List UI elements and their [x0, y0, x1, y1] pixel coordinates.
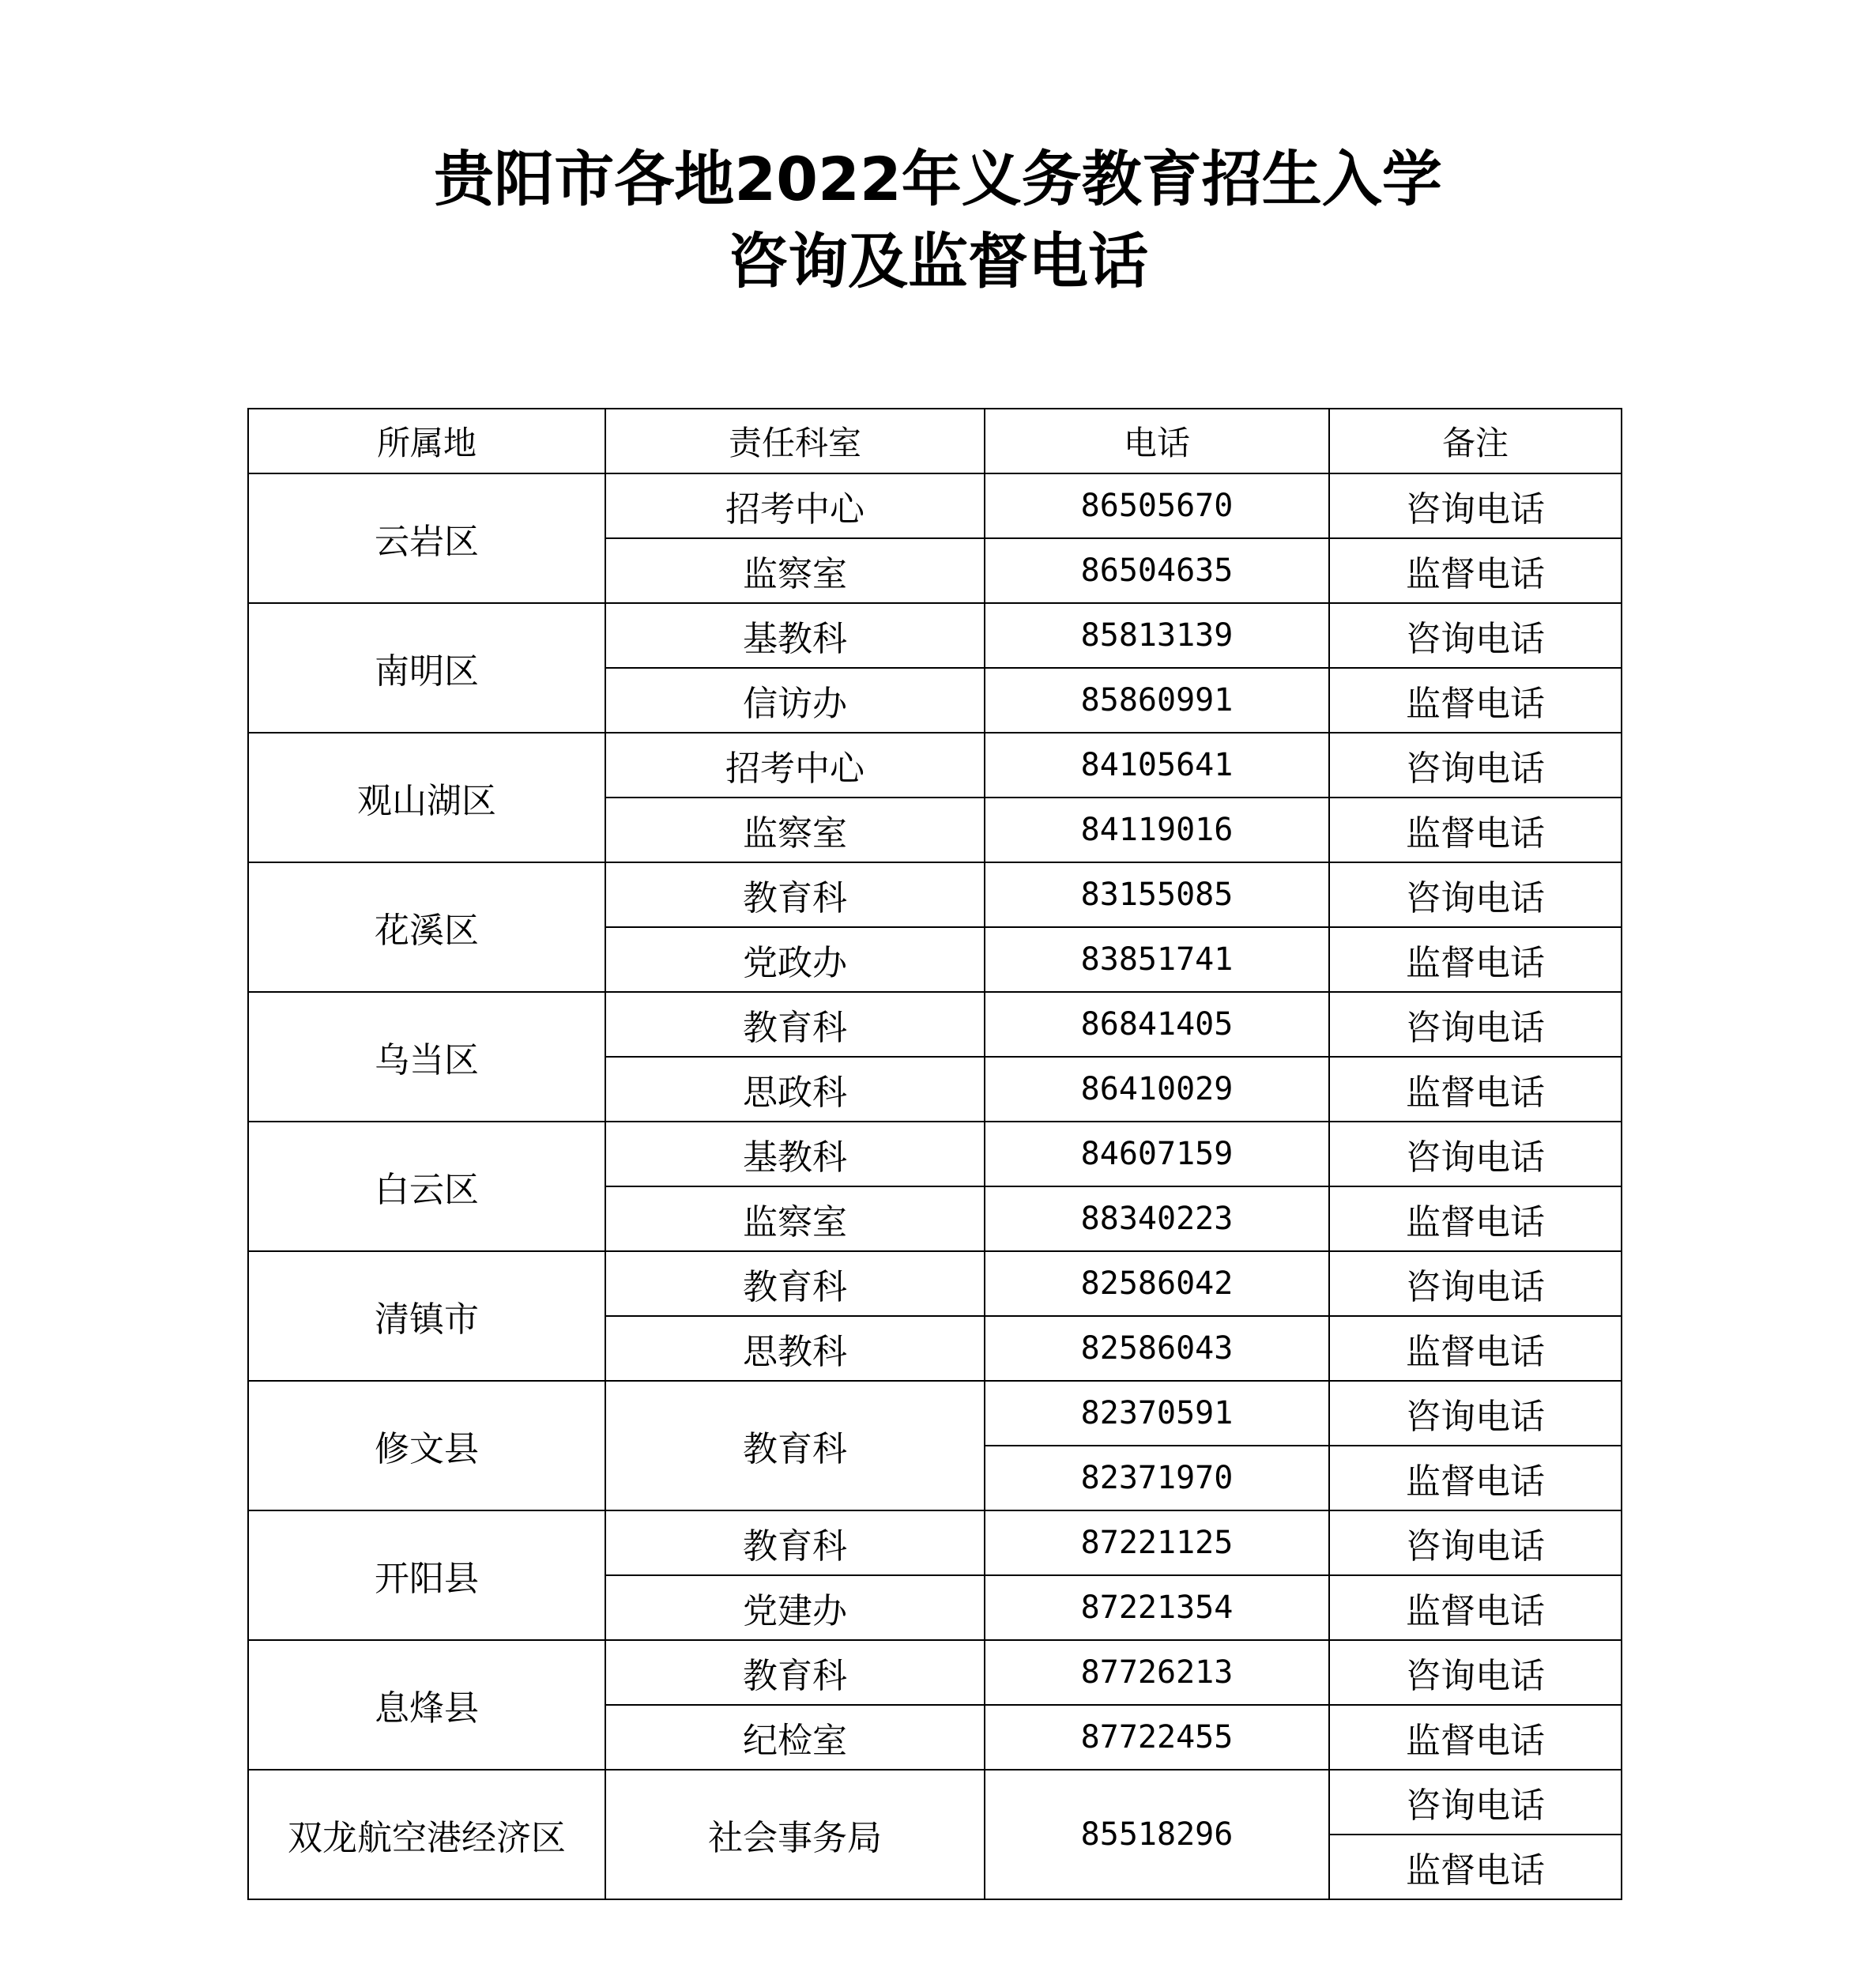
region-cell: 观山湖区 [248, 733, 605, 862]
page-title [0, 138, 1876, 303]
header-region: 所属地 [248, 409, 605, 473]
office-cell: 教育科 [605, 992, 985, 1057]
note-cell: 监督电话 [1329, 798, 1622, 862]
region-cell: 息烽县 [248, 1640, 605, 1770]
phone-cell: 82586042 [985, 1251, 1329, 1316]
note-cell: 咨询电话 [1329, 603, 1622, 668]
phone-cell: 87221125 [985, 1510, 1329, 1575]
phone-cell: 84607159 [985, 1122, 1329, 1186]
table-row [248, 1122, 1622, 1186]
note-cell: 咨询电话 [1329, 1640, 1622, 1705]
phone-cell: 88340223 [985, 1186, 1329, 1251]
office-cell: 基教科 [605, 1122, 985, 1186]
phone-cell: 86504635 [985, 538, 1329, 603]
region-cell: 双龙航空港经济区 [248, 1770, 605, 1899]
phone-cell: 84105641 [985, 733, 1329, 798]
office-cell: 教育科 [605, 862, 985, 927]
header-row [248, 409, 1622, 473]
region-cell: 云岩区 [248, 473, 605, 603]
phone-cell: 87722455 [985, 1705, 1329, 1770]
office-cell: 招考中心 [605, 473, 985, 538]
note-cell: 咨询电话 [1329, 992, 1622, 1057]
note-cell: 监督电话 [1329, 1705, 1622, 1770]
note-cell: 咨询电话 [1329, 1381, 1622, 1446]
phone-cell: 82371970 [985, 1446, 1329, 1510]
table-row [248, 992, 1622, 1057]
phone-cell: 87221354 [985, 1575, 1329, 1640]
region-cell: 乌当区 [248, 992, 605, 1122]
phone-cell: 82370591 [985, 1381, 1329, 1446]
office-cell: 监察室 [605, 798, 985, 862]
phone-cell: 86505670 [985, 473, 1329, 538]
note-cell: 监督电话 [1329, 1186, 1622, 1251]
note-cell: 咨询电话 [1329, 473, 1622, 538]
note-cell: 监督电话 [1329, 538, 1622, 603]
table-row [248, 1251, 1622, 1316]
office-cell: 招考中心 [605, 733, 985, 798]
table-row [248, 1770, 1622, 1835]
note-cell: 监督电话 [1329, 1835, 1622, 1899]
header-phone: 电话 [985, 409, 1329, 473]
office-cell: 信访办 [605, 668, 985, 733]
note-cell: 监督电话 [1329, 1575, 1622, 1640]
region-cell: 修文县 [248, 1381, 605, 1510]
table-row [248, 733, 1622, 798]
phone-cell: 85813139 [985, 603, 1329, 668]
note-cell: 监督电话 [1329, 1316, 1622, 1381]
header-note: 备注 [1329, 409, 1622, 473]
phone-cell: 87726213 [985, 1640, 1329, 1705]
note-cell: 监督电话 [1329, 1057, 1622, 1122]
note-cell: 咨询电话 [1329, 733, 1622, 798]
title-line-2: 咨询及监督电话 [728, 226, 1148, 296]
note-cell: 咨询电话 [1329, 862, 1622, 927]
office-cell: 纪检室 [605, 1705, 985, 1770]
phone-cell: 85860991 [985, 668, 1329, 733]
office-cell: 基教科 [605, 603, 985, 668]
table-row [248, 1381, 1622, 1446]
office-cell: 党建办 [605, 1575, 985, 1640]
phone-cell: 82586043 [985, 1316, 1329, 1381]
region-cell: 清镇市 [248, 1251, 605, 1381]
note-cell: 监督电话 [1329, 668, 1622, 733]
office-cell: 监察室 [605, 1186, 985, 1251]
office-cell: 思教科 [605, 1316, 985, 1381]
office-cell: 思政科 [605, 1057, 985, 1122]
note-cell: 监督电话 [1329, 1446, 1622, 1510]
region-cell: 白云区 [248, 1122, 605, 1251]
phone-cell: 83851741 [985, 927, 1329, 992]
phone-cell: 85518296 [985, 1770, 1329, 1899]
table-row [248, 862, 1622, 927]
office-cell: 教育科 [605, 1510, 985, 1575]
office-cell: 教育科 [605, 1251, 985, 1316]
table-row [248, 473, 1622, 538]
note-cell: 咨询电话 [1329, 1770, 1622, 1835]
phone-cell: 84119016 [985, 798, 1329, 862]
phone-cell: 83155085 [985, 862, 1329, 927]
title-line-1: 贵阳市各地2022年义务教育招生入学 [434, 144, 1442, 214]
office-cell: 党政办 [605, 927, 985, 992]
office-cell: 教育科 [605, 1381, 985, 1510]
office-cell: 监察室 [605, 538, 985, 603]
office-cell: 教育科 [605, 1640, 985, 1705]
phone-cell: 86410029 [985, 1057, 1329, 1122]
contact-table [247, 408, 1622, 1900]
note-cell: 咨询电话 [1329, 1122, 1622, 1186]
region-cell: 南明区 [248, 603, 605, 733]
note-cell: 咨询电话 [1329, 1251, 1622, 1316]
header-office: 责任科室 [605, 409, 985, 473]
region-cell: 开阳县 [248, 1510, 605, 1640]
table-row [248, 1640, 1622, 1705]
phone-cell: 86841405 [985, 992, 1329, 1057]
note-cell: 咨询电话 [1329, 1510, 1622, 1575]
table-row [248, 603, 1622, 668]
table-row [248, 1510, 1622, 1575]
office-cell: 社会事务局 [605, 1770, 985, 1899]
region-cell: 花溪区 [248, 862, 605, 992]
table-body [248, 473, 1622, 1899]
note-cell: 监督电话 [1329, 927, 1622, 992]
